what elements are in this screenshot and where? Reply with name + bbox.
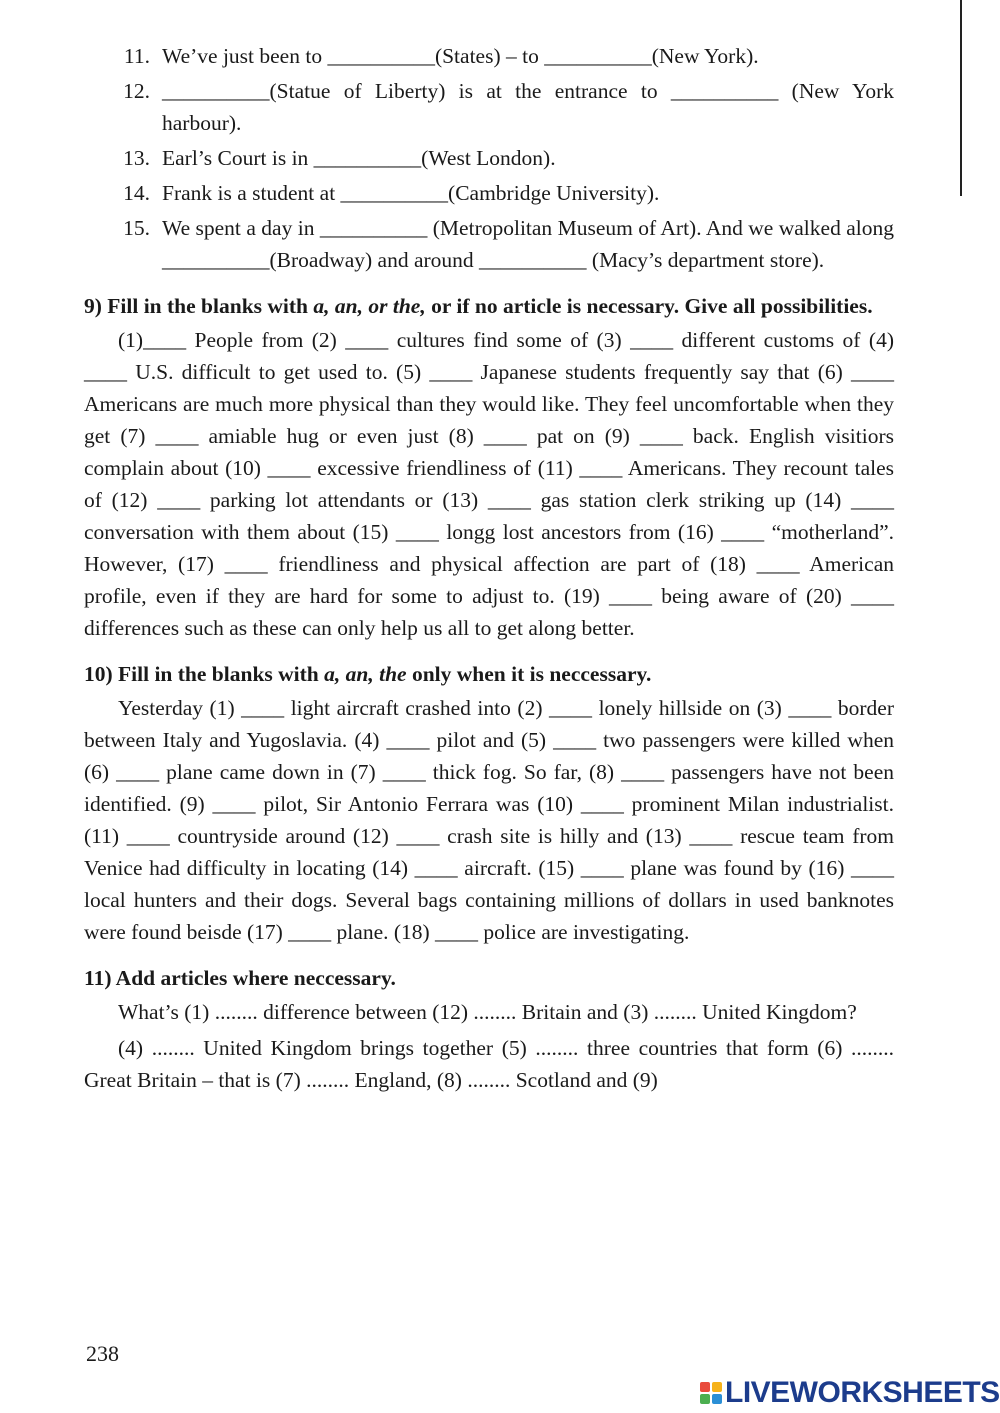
item-number: 15. <box>123 216 150 240</box>
section-9-heading <box>84 290 894 322</box>
section-11-heading: 11) Add articles where neccessary. <box>84 966 396 990</box>
logo-text: LIVEWORKSHEETS <box>725 1376 1000 1409</box>
item-number: 13. <box>123 146 150 170</box>
page-edge-line <box>960 0 962 196</box>
exercise-8-list <box>84 40 894 276</box>
item-number: 12. <box>123 79 150 103</box>
exercise-item <box>84 40 894 72</box>
exercise-item <box>84 212 894 276</box>
worksheet-page <box>84 40 894 1096</box>
section-10-heading <box>84 658 894 690</box>
exercise-item <box>84 142 894 174</box>
section-9-body: (1)____ People from (2) ____ cultures find some of (3) ____ different customs of (4) ____ U.S. difficult to get used to. (5) ____ Japanese students frequently say that (6) ____ Americans are much more physical than they would like. They feel uncomfortable when they get (7) ____ amiable hug or even just (8) ____ pat on (9) ____ back. English visitiors complain about (10) ____ excessive friendliness of (11) ____ Americans. They recount tales of (12) ____ parking lot attendants or (13) ____ gas station clerk striking up (14) ____ conversation with them about (15) ____ longg lost ancestors from (16) ____ “motherland”. However, (17) ____ friendliness and physical affection are part of (18) ____ American profile, even if they are hard for some to adjust to. (19) ____ being aware of (20) ____ differences such as these can only help us all to get along better. <box>84 328 894 640</box>
exercise-item <box>84 177 894 209</box>
item-text: We’ve just been to __________(States) – to __________(New York). <box>162 44 759 68</box>
item-text: Frank is a student at __________(Cambridge University). <box>162 181 660 205</box>
heading-text: only when it is neccessary. <box>406 662 652 686</box>
page-number: 238 <box>86 1341 119 1366</box>
section-11-paragraph-2: (4) ........ United Kingdom brings together (5) ........ three countries that form (6) ........ Great Britain – that is (7) ........ England, (8) ........ Scotland and (9) <box>84 1036 894 1092</box>
section-11-paragraph-1: What’s (1) ........ difference between (12) ........ Britain and (3) ........ United Kingdom? <box>118 1000 857 1024</box>
heading-text: 9) Fill in the blanks with <box>84 294 314 318</box>
section-10-body: Yesterday (1) ____ light aircraft crashed into (2) ____ lonely hillside on (3) ____ border between Italy and Yugoslavia. (4) ____ pilot and (5) ____ two passengers were killed when (6) ____ plane came down in (7) ____ thick fog. So far, (8) ____ passengers have not been identified. (9) ____ pilot, Sir Antonio Ferrara was (10) ____ prominent Milan industrialist. (11) ____ countryside around (12) ____ crash site is hilly and (13) ____ rescue team from Venice had difficulty in locating (14) ____ aircraft. (15) ____ plane was found by (16) ____ local hunters and their dogs. Several bags containing millions of dollars in used banknotes were found beisde (17) ____ plane. (18) ____ police are investigating. <box>84 696 894 944</box>
item-number: 11. <box>123 44 150 68</box>
item-text: Earl’s Court is in __________(West London). <box>162 146 556 170</box>
heading-text: or if no article is necessary. Give all possibilities. <box>425 294 873 318</box>
liveworksheets-logo <box>700 1376 1000 1410</box>
item-text: __________(Statue of Liberty) is at the entrance to __________ (New York harbour). <box>162 79 894 135</box>
liveworksheets-grid-icon <box>700 1382 722 1404</box>
heading-text: 10) Fill in the blanks with <box>84 662 325 686</box>
item-number: 14. <box>123 181 150 205</box>
heading-articles: a, an, or the, <box>313 294 426 318</box>
exercise-item <box>84 75 894 139</box>
heading-articles: a, an, the <box>324 662 407 686</box>
item-text: We spent a day in __________ (Metropolitan Museum of Art). And we walked along __________(Broadway) and around __________ (Macy’s department store). <box>162 216 894 272</box>
